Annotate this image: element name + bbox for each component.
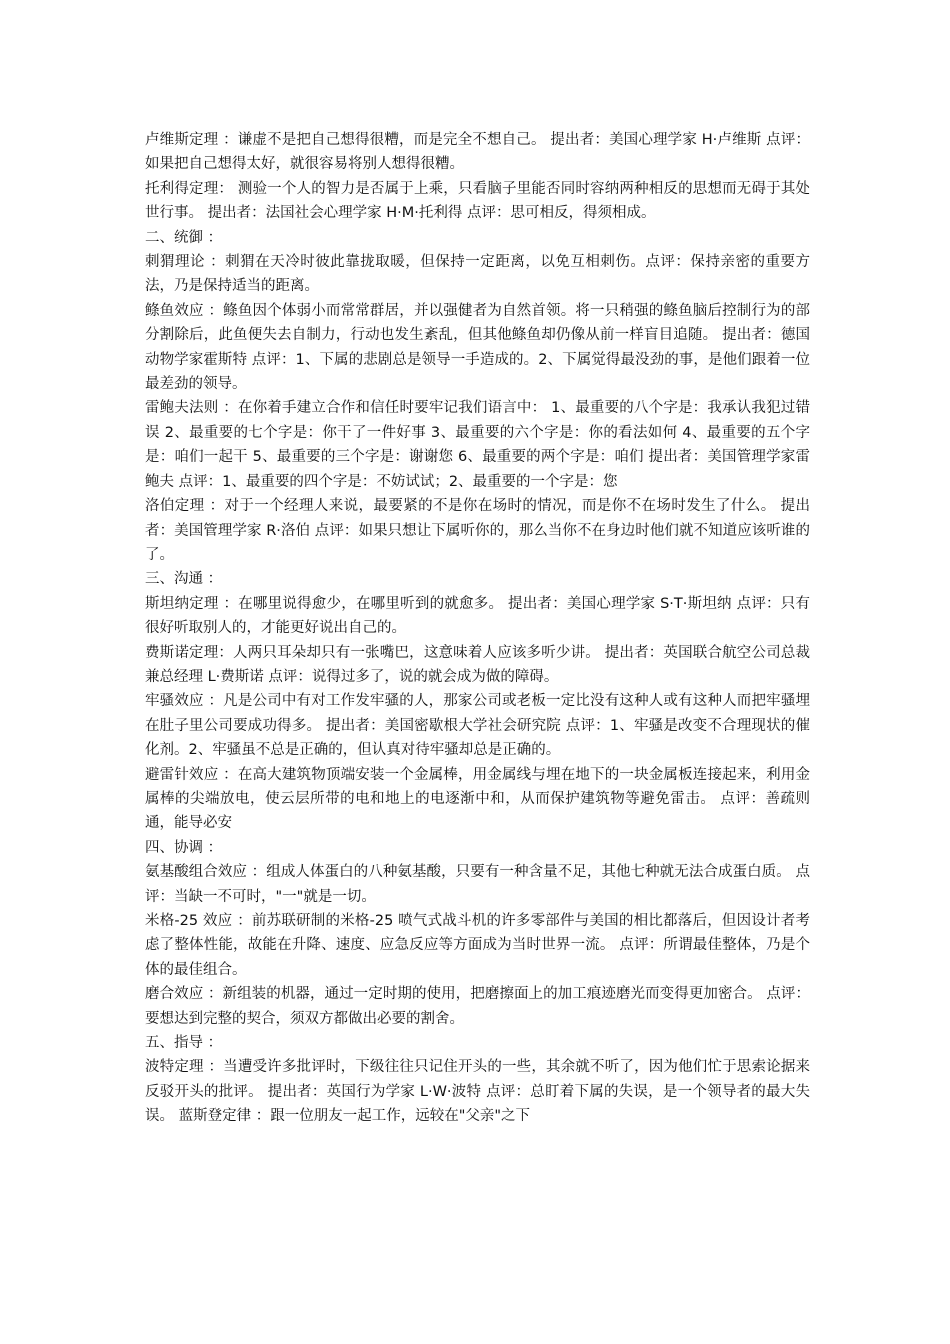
paragraph-mig25-effect: 米格-25 效应 ：前苏联研制的米格-25 喷气式战斗机的许多零部件与美国的相比都落后，但因设计者考虑了整体性能，故能在升降、速度、应急反应等方面成为当时世界一流。 点评：所谓最佳整体，乃是个体的最佳组合。 — [145, 913, 810, 978]
paragraph-feisinuo-theorem: 费斯诺定理：人两只耳朵却只有一张嘴巴，这意味着人应该多听少讲。 提出者：英国联合航空公司总裁兼总经理 L·费斯诺 点评：说得过多了，说的就会成为做的障碍。 — [145, 644, 810, 685]
paragraph-tuolide-theorem: 托利得定理： 测验一个人的智力是否属于上乘，只看脑子里能否同时容纳两种相反的思想而无碍于其处世行事。 提出者：法国社会心理学家 H·M·托利得 点评：思可相反，得须相成。 — [145, 180, 810, 222]
document-page — [145, 128, 810, 1129]
paragraph-luobo-theorem: 洛伯定理 ：对于一个经理人来说，最要紧的不是你在场时的情况，而是你不在场时发生了什么。 提出者：美国管理学家 R·洛伯 点评：如果只想让下属听你的，那么当你不在身边时他们就不知道应该听谁的了。 — [145, 498, 810, 563]
paragraph-porter-theorem: 波特定理 ：当遭受许多批评时，下级往往只记住开头的一些，其余就不听了，因为他们忙于思索论据来反驳开头的批评。 提出者：英国行为学家 L·W·波特 点评：总盯着下属的失误，是一个领导者的最大失误。 蓝斯登定律 ：跟一位朋友一起工作，远较在"父亲"之下 — [145, 1059, 810, 1125]
paragraph-steiner-theorem: 斯坦纳定理 ：在哪里说得愈少，在哪里听到的就愈多。 提出者：美国心理学家 S·T·斯坦纳 点评：只有很好听取别人的，才能更好说出自己的。 — [145, 595, 810, 637]
section-heading-tongyu: 二、统御 ： — [145, 229, 223, 246]
paragraph-luweisi-theorem: 卢维斯定理 ：谦虚不是把自己想得很糟，而是完全不想自己。 提出者：美国心理学家 H·卢维斯 点评：如果把自己想得太好，就很容易将别人想得很糟。 — [145, 132, 810, 173]
paragraph-complaint-effect: 牢骚效应 ：凡是公司中有对工作发牢骚的人，那家公司或老板一定比没有这种人或有这种人而把牢骚埋在肚子里公司要成功得多。 提出者：美国密歇根大学社会研究院 点评：1、牢骚是改变不合理现状的催化剂。2、牢骚虽不总是正确的，但认真对待牢骚却总是正确的。 — [145, 693, 810, 759]
paragraph-leibaofu-rule: 雷鲍夫法则 ：在你着手建立合作和信任时要牢记我们语言中： 1、最重要的八个字是：我承认我犯过错误 2、最重要的七个字是：你干了一件好事 3、最重要的六个字是：你的看法如何 4、最重要的五个字是：咱们一起干 5、最重要的三个字是：谢谢您 6、最重要的两个字是：咱们 提出者：美国管理学家雷鲍夫 点评：1、最重要的四个字是：不妨试试；2、最重要的一个字是：您 — [145, 400, 810, 490]
paragraph-running-in-effect: 磨合效应 ：新组装的机器，通过一定时期的使用，把磨擦面上的加工痕迹磨光而变得更加密合。 点评：要想达到完整的契合，须双方都做出必要的割舍。 — [145, 986, 810, 1027]
section-heading-xietiao: 四、协调 ： — [145, 839, 223, 856]
paragraph-lightning-rod-effect: 避雷针效应 ：在高大建筑物顶端安装一个金属棒，用金属线与埋在地下的一块金属板连接起来，利用金属棒的尖端放电，使云层所带的电和地上的电逐渐中和，从而保护建筑物等避免雷击。 点评：善疏则通，能导必安 — [145, 766, 810, 832]
paragraph-minnow-effect: 鲦鱼效应 ：鲦鱼因个体弱小而常常群居，并以强健者为自然首领。将一只稍强的鲦鱼脑后控制行为的部分割除后，此鱼便失去自制力，行动也发生紊乱，但其他鲦鱼却仍像从前一样盲目追随。 提出者：德国动物学家霍斯特 点评：1、下属的悲剧总是领导一手造成的。2、下属觉得最没劲的事，是他们跟着一位最差劲的领导。 — [145, 302, 810, 393]
paragraph-amino-acid-effect: 氨基酸组合效应 ：组成人体蛋白的八种氨基酸，只要有一种含量不足，其他七种就无法合成蛋白质。 点评：当缺一不可时，"一"就是一切。 — [145, 864, 810, 905]
paragraph-hedgehog-theory: 刺猬理论 ：刺猬在天冷时彼此靠拢取暖，但保持一定距离，以免互相刺伤。点评：保持亲密的重要方法，乃是保持适当的距离。 — [145, 254, 810, 295]
section-heading-zhidao: 五、指导 ： — [145, 1035, 223, 1052]
section-heading-goutong: 三、沟通 ： — [145, 571, 223, 588]
